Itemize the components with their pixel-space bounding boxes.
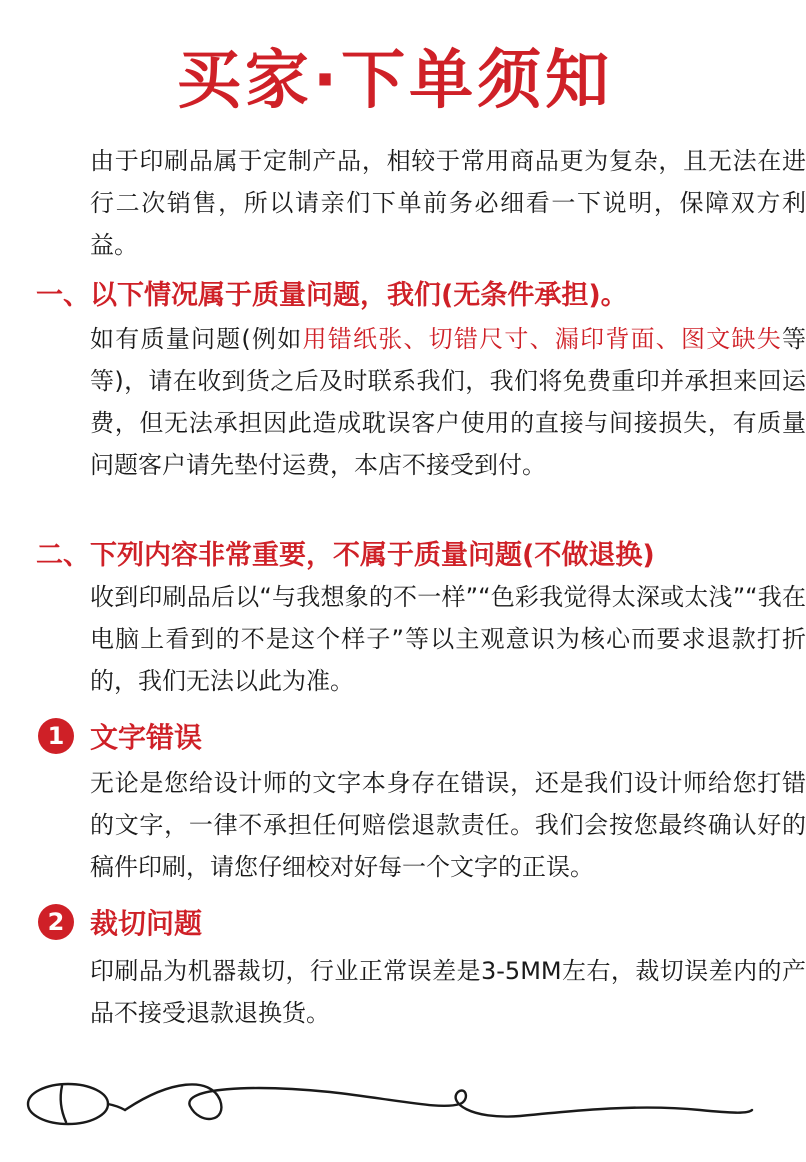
section2-heading: 二、下列内容非常重要，不属于质量问题(不做退换): [36, 540, 655, 571]
section1-text-after: 等等)，请在收到货之后及时联系我们，我们将免费重印并承担来回运费，但无法承担因此造成耽误客户使用的直接与间接损失，有质量问题客户请先垫付运费，本店不接受到付。: [90, 325, 806, 479]
item1-label: 文字错误: [90, 721, 203, 754]
section2-paragraph: 收到印刷品后以“与我想象的不一样”“色彩我觉得太深或太浅”“我在电脑上看到的不是这个样子”等以主观意识为核心而要求退款打折的，我们无法以此为准。: [90, 583, 806, 695]
page-title: 买家·下单须知: [176, 44, 614, 118]
item2-label: 裁切问题: [90, 907, 203, 940]
item2-paragraph: 印刷品为机器裁切，行业正常误差是3-5MM左右，裁切误差内的产品不接受退款退换货。: [90, 957, 806, 1027]
cable-line-icon: [125, 1084, 752, 1119]
section1-heading: 一、以下情况属于质量问题，我们(无条件承担)。: [36, 280, 628, 311]
number-two-badge: 2: [38, 904, 74, 940]
mouse-cable-decoration: [0, 1070, 790, 1150]
item1-paragraph: 无论是您给设计师的文字本身存在错误，还是我们设计师给您打错的文字，一律不承担任何赔偿退款责任。我们会按您最终确认好的稿件印刷，请您仔细校对好每一个文字的正误。: [90, 769, 806, 881]
item2-heading: [38, 902, 202, 942]
intro-paragraph: 由于印刷品属于定制产品，相较于常用商品更为复杂，且无法在进行二次销售，所以请亲们下单前务必细看一下说明，保障双方利益。: [90, 147, 806, 259]
section1-highlight: 用错纸张、切错尺寸、漏印背面、图文缺失: [302, 325, 782, 353]
computer-mouse-icon: [28, 1084, 125, 1124]
section1-text-before: 如有质量问题(例如: [90, 325, 303, 353]
number-one-badge: 1: [38, 718, 74, 754]
item1-heading: [38, 716, 202, 756]
section1-paragraph: [38, 318, 806, 486]
